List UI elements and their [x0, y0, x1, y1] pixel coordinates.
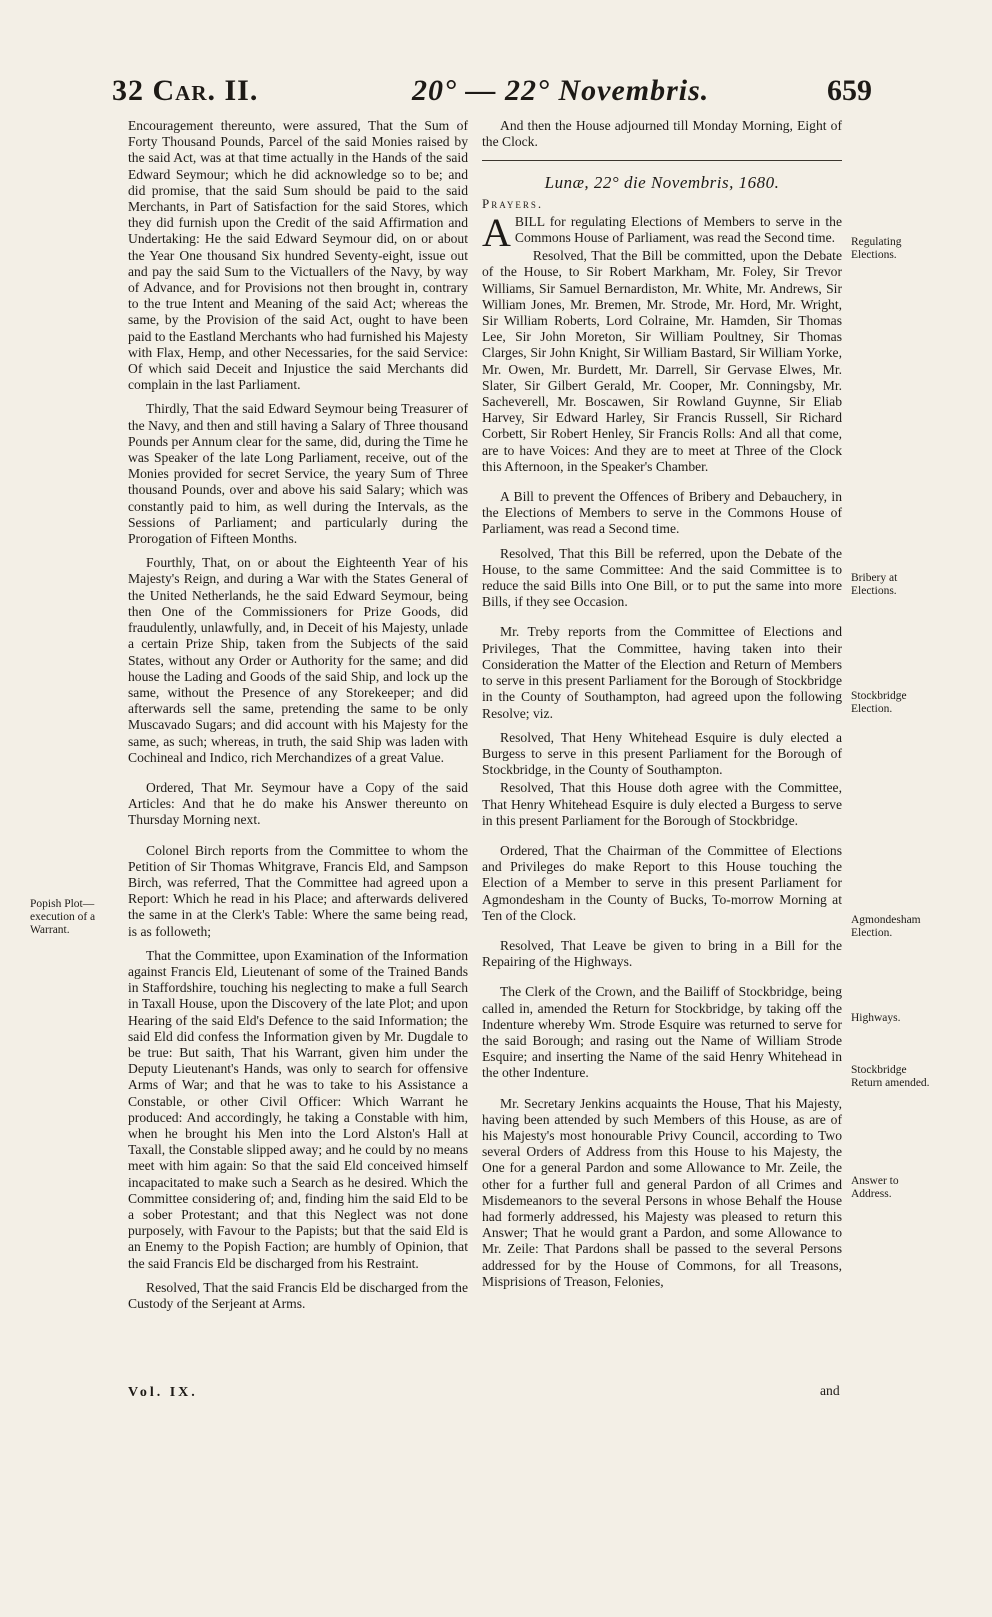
paragraph-bribery-bill: A Bill to prevent the Offences of Bribery and Debauchery, in the Elections of Members to serve in the Commons House of Parliament, was read a Second time. — [482, 489, 842, 537]
paragraph-bribery-resolved: Resolved, That this Bill be referred, upon the Debate of the House, to the same Committee: And the said Committee is to reduce the said Bills into One Bill, or to put the same into more Bills, if they see Occasion. — [482, 545, 842, 610]
margin-note-regulating-elections: Regulating Elections. — [851, 236, 902, 261]
margin-note-answer-to-address: Answer to Address. — [851, 1175, 899, 1200]
paragraph-birch-report: Colonel Birch reports from the Committee to whom the Petition of Sir Thomas Whitgrave, Francis Eld, and Sampson Birch, was referred, That the Committee had agreed upon a Report: Which he read in his Place; and afterwards delivered the same in at the Clerk's Table: Where the same being read, is as followeth; — [128, 842, 468, 939]
margin-note-stockbridge-return: Stockbridge Return amended. — [851, 1064, 930, 1089]
paragraph-ordered-seymour: Ordered, That Mr. Seymour have a Copy of the said Articles: And that he do make his Answer thereunto on Thursday Morning next. — [128, 779, 468, 828]
paragraph-adjourned: And then the House adjourned till Monday Morning, Eight of the Clock. — [482, 118, 842, 150]
paragraph-seymour-second-article: Encouragement thereunto, were assured, That the Sum of Forty Thousand Pounds, Parcel of the said Monies raised by the said Act, was at that time actually in the Hands of the said Edward Seymour; which he did acknowledge so to be; and did promise, that the said Sum should be paid to the said Merchants, in Part of Satisfaction for the said Stores, which they did furnish upon the Credit of the said Affirmation and Undertaking: He the said Edward Seymour did, on or about the Year One thousand Six hundred Seventy-eight, issue out and pay the said Sum to the Victuallers of the Navy, by way of Advance, and for Provisions not then brought in, contrary to the true Intent and Meaning of the said Act; whereas the same, by the Provision of the said Act, ought to have been paid to the Eastland Merchants who had furnished his Majesty with Flax, Hemp, and other Necessaries, for the said Service: Of which said Deceit and Injustice the said Merchants did complain in the last Parliament. — [128, 118, 468, 393]
section-divider — [482, 160, 842, 161]
paragraph-resolved-eld: Resolved, That the said Francis Eld be discharged from the Custody of the Serjeant at Arms. — [128, 1279, 468, 1312]
paragraph-agmondesham-order: Ordered, That the Chairman of the Committee of Elections and Privileges do make Report to this House touching the Election of a Member to serve in this present Parliament for Agmondesham in the County of Bucks, To-morrow Morning at Ten of the Clock. — [482, 842, 842, 923]
running-head — [112, 74, 872, 118]
paragraph-secretary-jenkins: Mr. Secretary Jenkins acquaints the House, That his Majesty, having been attended by such Members of this House, as are of his Majesty's most honourable Privy Council, according to Two several Orders of Address from this House to his Majesty, the One for a general Pardon and some Allowance to Mr. Zeile, the other for a further full and general Pardon of all Crimes and Misdemeanors to the several Persons in whose Behalf the House had formerly addressed, his Majesty was pleased to return this Answer; That he would grant a Pardon, and some Allowance to Mr. Zeile: That Pardons shall be passed to the several Persons addressed for by the House of Commons, for all Treasons, Misprisions of Treason, Felonies, — [482, 1095, 842, 1289]
paragraph-clerk-of-crown: The Clerk of the Crown, and the Bailiff of Stockbridge, being called in, amended the Return for Stockbridge, by taking off the Indenture whereby Wm. Strode Esquire was returned to serve for the said Borough; and rasing out the Name of William Strode Esquire; and inserting the Name of the said Henry Whitehead in the other Indenture. — [482, 984, 842, 1081]
regnal-year: 32 Car. II. — [112, 74, 259, 107]
catchword: and — [820, 1383, 840, 1398]
paragraph-treby-resolve-1: Resolved, That Heny Whitehead Esquire is duly elected a Burgess to serve in this present Parliament for the Borough of Stockbridge, in the County of Southampton. — [482, 729, 842, 778]
margin-note-popish-plot: Popish Plot—execution of a Warrant. — [30, 898, 96, 936]
paragraph-fourthly: Fourthly, That, on or about the Eighteenth Year of his Majesty's Reign, and during a War with the States General of the United Netherlands, he the said Edward Seymour, being then One of the Commissioners for Prize Goods, did fraudulently, unlawfully, and, in Deceit of his Majesty, unlade a certain Prize Ship, taken from the Subjects of the said States, without any Order or Authority for the same; and did house the Lading and Goods of the said Ship, and lock up the same, without the Presence of any Storekeeper; and did afterwards sell the same, pretending the same to be only Muscavado Sugars; and did account with his Majesty for the same, as such; whereas, in truth, the said Ship was laden with Cochineal and Indico, rich Merchandizes of a great Value. — [128, 555, 468, 765]
paragraph-regulating-bill — [482, 209, 842, 255]
left-column — [128, 118, 468, 1320]
right-column — [482, 118, 842, 1298]
prayers-heading: Prayers. — [482, 195, 544, 211]
volume-signature: Vol. IX. — [128, 1385, 198, 1400]
paragraph-highways: Resolved, That Leave be given to bring in a Bill for the Repairing of the Highways. — [482, 937, 842, 970]
drop-cap: A — [482, 209, 511, 255]
margin-note-agmondesham: Agmondesham Election. — [851, 914, 921, 939]
sitting-date: Lunæ, 22° die Novembris, 1680. — [544, 173, 780, 193]
margin-note-highways: Highways. — [851, 1012, 901, 1024]
date-range: 20° — 22° Novembris. — [412, 74, 710, 107]
paragraph-treby-resolve-2: Resolved, That this House doth agree with the Committee, That Henry Whitehead Esquire is duly elected a Burgess to serve in this present Parliament for the Borough of Stockbridge. — [482, 780, 842, 828]
paragraph-thirdly: Thirdly, That the said Edward Seymour being Treasurer of the Navy, and then and still having a Salary of Three thousand Pounds per Annum clear for the same, did, during the Time he was Speaker of the late Long Parliament, receive, out of the Monies provided for secret Service, the yeary Sum of Three thousand Pounds, over and above his said Salary; which was constantly paid to him, as well during the Intervals, as the Sessions of Parliament; and particularly during the Prorogation of Fifteen Months. — [128, 401, 468, 547]
page-number: 659 — [827, 74, 872, 107]
regulating-bill-text: BILL for regulating Elections of Members to serve in the Commons House of Parliament, was read the Second time. — [514, 213, 842, 246]
paragraph-bill-committed: Resolved, That the Bill be committed, upon the Debate of the House, to Sir Robert Markham, Mr. Foley, Sir Trevor Williams, Sir Samuel Bernardiston, Mr. White, Mr. Andrews, Sir William Jones, Mr. Bremen, Mr. Strode, Mr. Hord, Mr. Wright, Sir William Roberts, Lord Colraine, Mr. Hamden, Sir Thomas Lee, Sir John Moreton, Sir William Poultney, Sir Thomas Clarges, Sir John Knight, Sir William Bastard, Sir William Yorke, Mr. Owen, Mr. Burdett, Mr. Darrell, Sir Gervase Elwes, Mr. Slater, Sir Gilbert Gerald, Mr. Cooper, Mr. Conningsby, Mr. Sacheverell, Mr. Boscawen, Sir Rowland Guynne, Sir Eliab Harvey, Sir Edward Harley, Sir Francis Russell, Sir Richard Corbett, Sir Robert Henley, Sir Francis Rolls: And all that come, are to have Voices: And they are to meet at Three of the Clock this Afternoon, in the Speaker's Chamber. — [482, 248, 842, 474]
paragraph-committee-examination: That the Committee, upon Examination of the Information against Francis Eld, Lieutenant of some of the Trained Bands in Staffordshire, touching his neglecting to make a full Search in Taxall House, upon the Discovery of the late Plot; and upon Hearing of the said Eld's Defence to the said Information; the said Eld did confess the Information given by Mr. Dugdale to be true: But saith, That his Warrant, given him under the Deputy Lieutenant's Hands, was only to search for offensive Arms of War; and that he was to take to his Assistance a Constable, or other Civil Officer: Which Warrant he produced: And accordingly, he taking a Constable with him, when he brought his Men into the Lord Alston's Hall at Taxall, the Constable slipped away; and he could by no means meet with him again: So that the said Eld conceived himself incapacitated to make such a Search as he desired. Which the Committee considering of; and, finding him the said Eld to be a sober Protestant; and that this Neglect was not done purposely, with Favour to the Papists; but that the said Eld is an Enemy to the Popish Faction; are humbly of Opinion, that the said Francis Eld be discharged from his Restraint. — [128, 947, 468, 1271]
margin-note-stockbridge-election: Stockbridge Election. — [851, 690, 907, 715]
margin-note-bribery: Bribery at Elections. — [851, 572, 898, 597]
paragraph-treby-report: Mr. Treby reports from the Committee of Elections and Privileges, That the Committee, having taken into their Consideration the Matter of the Election and Return of Members to serve in this present Parliament for the Borough of Stockbridge in the County of Southampton, had agreed upon the following Resolve; viz. — [482, 624, 842, 721]
